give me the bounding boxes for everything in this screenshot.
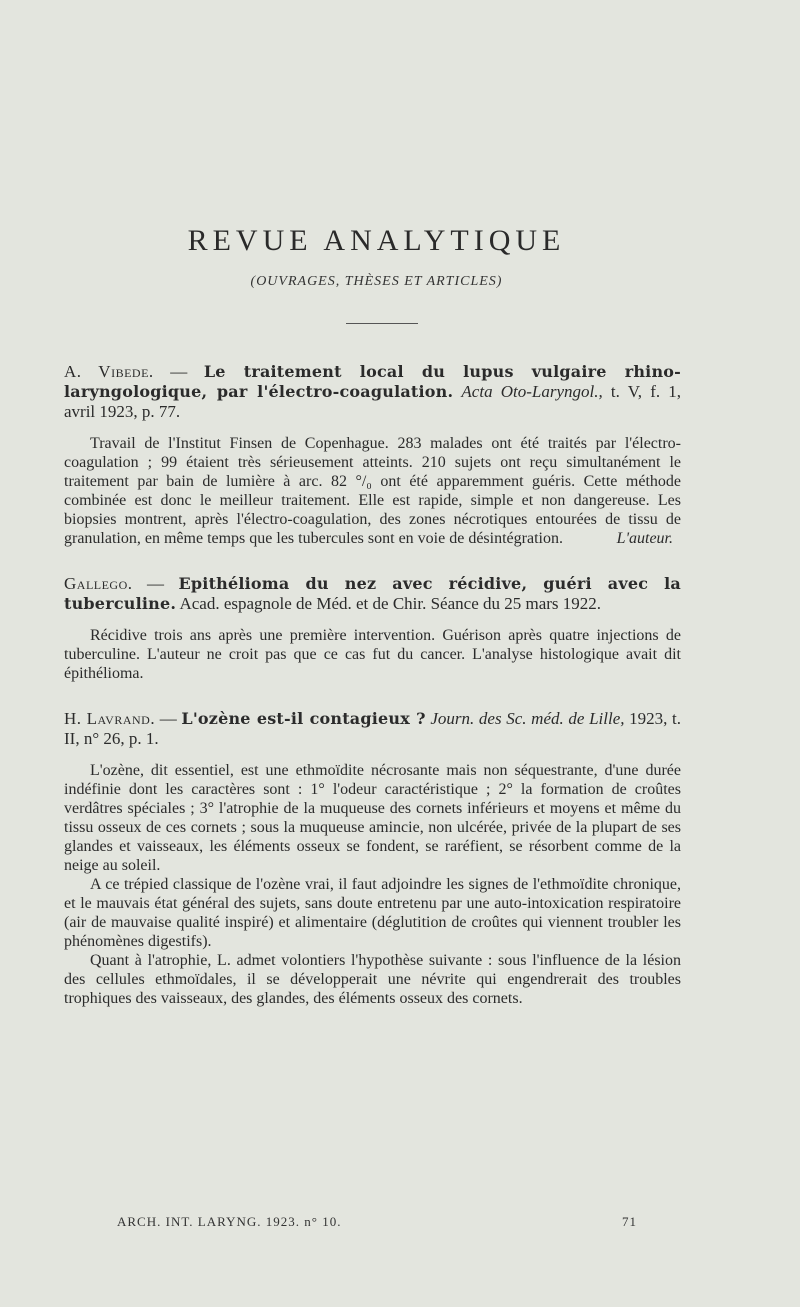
entry-paragraph xyxy=(64,434,681,548)
entry-citation: 1923, t. II, n° 26, p. 1. xyxy=(64,709,681,748)
entry-heading xyxy=(64,709,681,749)
entry-dash: — xyxy=(132,574,179,593)
running-title: ARCH. INT. LARYNG. 1923. n° 10. xyxy=(117,1214,342,1229)
section-rule xyxy=(346,323,418,324)
page-footer xyxy=(117,1214,637,1230)
entry-paragraph-text: Travail de l'Institut Finsen de Copenhague. 283 malades ont été traités par l'électro-coagulation ; 99 étaient très sérieusement atteints. 210 sujets ont reçu simultanément le traitement par bain de lumière à arc. 82 °/₀ ont été apparemment guéris. Cette méthode combinée est donc le meilleur traitement. Elle est rapide, simple et non dangereuse. Les biopsies montrent, après l'électro-coagulation, des zones nécrotiques entourées de tissu de granulation, en même temps que les tubercules sont en voie de désintégration. xyxy=(64,435,681,547)
entry-title: Epithélioma du nez avec récidive, guéri avec la tuberculine. xyxy=(64,574,681,613)
entry-author: A. Vibede. xyxy=(64,362,154,381)
entry-paragraph: Récidive trois ans après une première intervention. Guérison après quatre injections de tuberculine. L'auteur ne croit pas que ce cas fut du cancer. L'analyse histologique avait dit épithélioma. xyxy=(64,627,681,682)
entry-dash: — xyxy=(153,362,204,381)
review-entry-gallego xyxy=(64,574,681,683)
text-column xyxy=(64,222,681,1008)
section-title: REVUE ANALYTIQUE xyxy=(187,224,566,257)
entry-paragraph: Quant à l'atrophie, L. admet volontiers l'hypothèse suivante : sous l'influence de la lésion des cellules ethmoïdales, il se développerait une névrite qui engendrerait des troubles trophiques des vaisseaux, des glandes, des éléments osseux des cornets. xyxy=(64,952,681,1007)
entry-citation: Acad. espagnole de Méd. et de Chir. Séance du 25 mars 1922. xyxy=(179,594,602,613)
page-number: 71 xyxy=(622,1214,637,1229)
entry-paragraph: L'ozène, dit essentiel, est une ethmoïdite nécrosante mais non séquestrante, d'une durée indéfinie dont les caractères sont : 1° l'odeur caractéristique ; 2° la formation de croûtes verdâtres spéciales ; 3° l'atrophie de la muqueuse des cornets inférieurs et moyens et même du tissu osseux de ces cornets ; sous la muqueuse amincie, non ulcérée, privée de la plupart de ses glandes et vaisseaux, les éléments osseux se fondent, se raréfient, se résorbent comme de la neige au soleil. xyxy=(64,762,681,874)
entry-journal: Journ. des Sc. méd. de Lille, xyxy=(430,709,625,728)
entry-author: H. Lavrand. xyxy=(64,709,156,728)
entry-signature: L'auteur. xyxy=(616,530,673,547)
entry-journal: Acta Oto-Laryngol., xyxy=(461,382,603,401)
entry-title: Le traitement local du lupus vulgaire rhino-laryngologique, par l'électro-coagulation. xyxy=(64,362,682,401)
entry-heading xyxy=(64,574,681,614)
section-subtitle: (OUVRAGES, THÈSES ET ARTICLES) xyxy=(250,274,503,289)
entry-heading xyxy=(64,362,681,422)
entry-author: Gallego. xyxy=(64,574,133,593)
entry-paragraph: A ce trépied classique de l'ozène vrai, il faut adjoindre les signes de l'ethmoïdite chronique, et le mauvais état général des sujets, sans doute entretenu par une auto-intoxication respiratoire (air de mauvaise qualité inspiré) et alimentaire (déglutition de croûtes qui viennent troubler les phénomènes digestifs). xyxy=(64,876,681,950)
entry-citation: t. V, f. 1, avril 1923, p. 77. xyxy=(64,382,682,421)
review-entry-lavrand xyxy=(64,709,681,1008)
entry-title: L'ozène est-il contagieux ? xyxy=(181,709,426,728)
entry-dash: — xyxy=(155,709,182,728)
review-entry-vibede xyxy=(64,362,681,548)
